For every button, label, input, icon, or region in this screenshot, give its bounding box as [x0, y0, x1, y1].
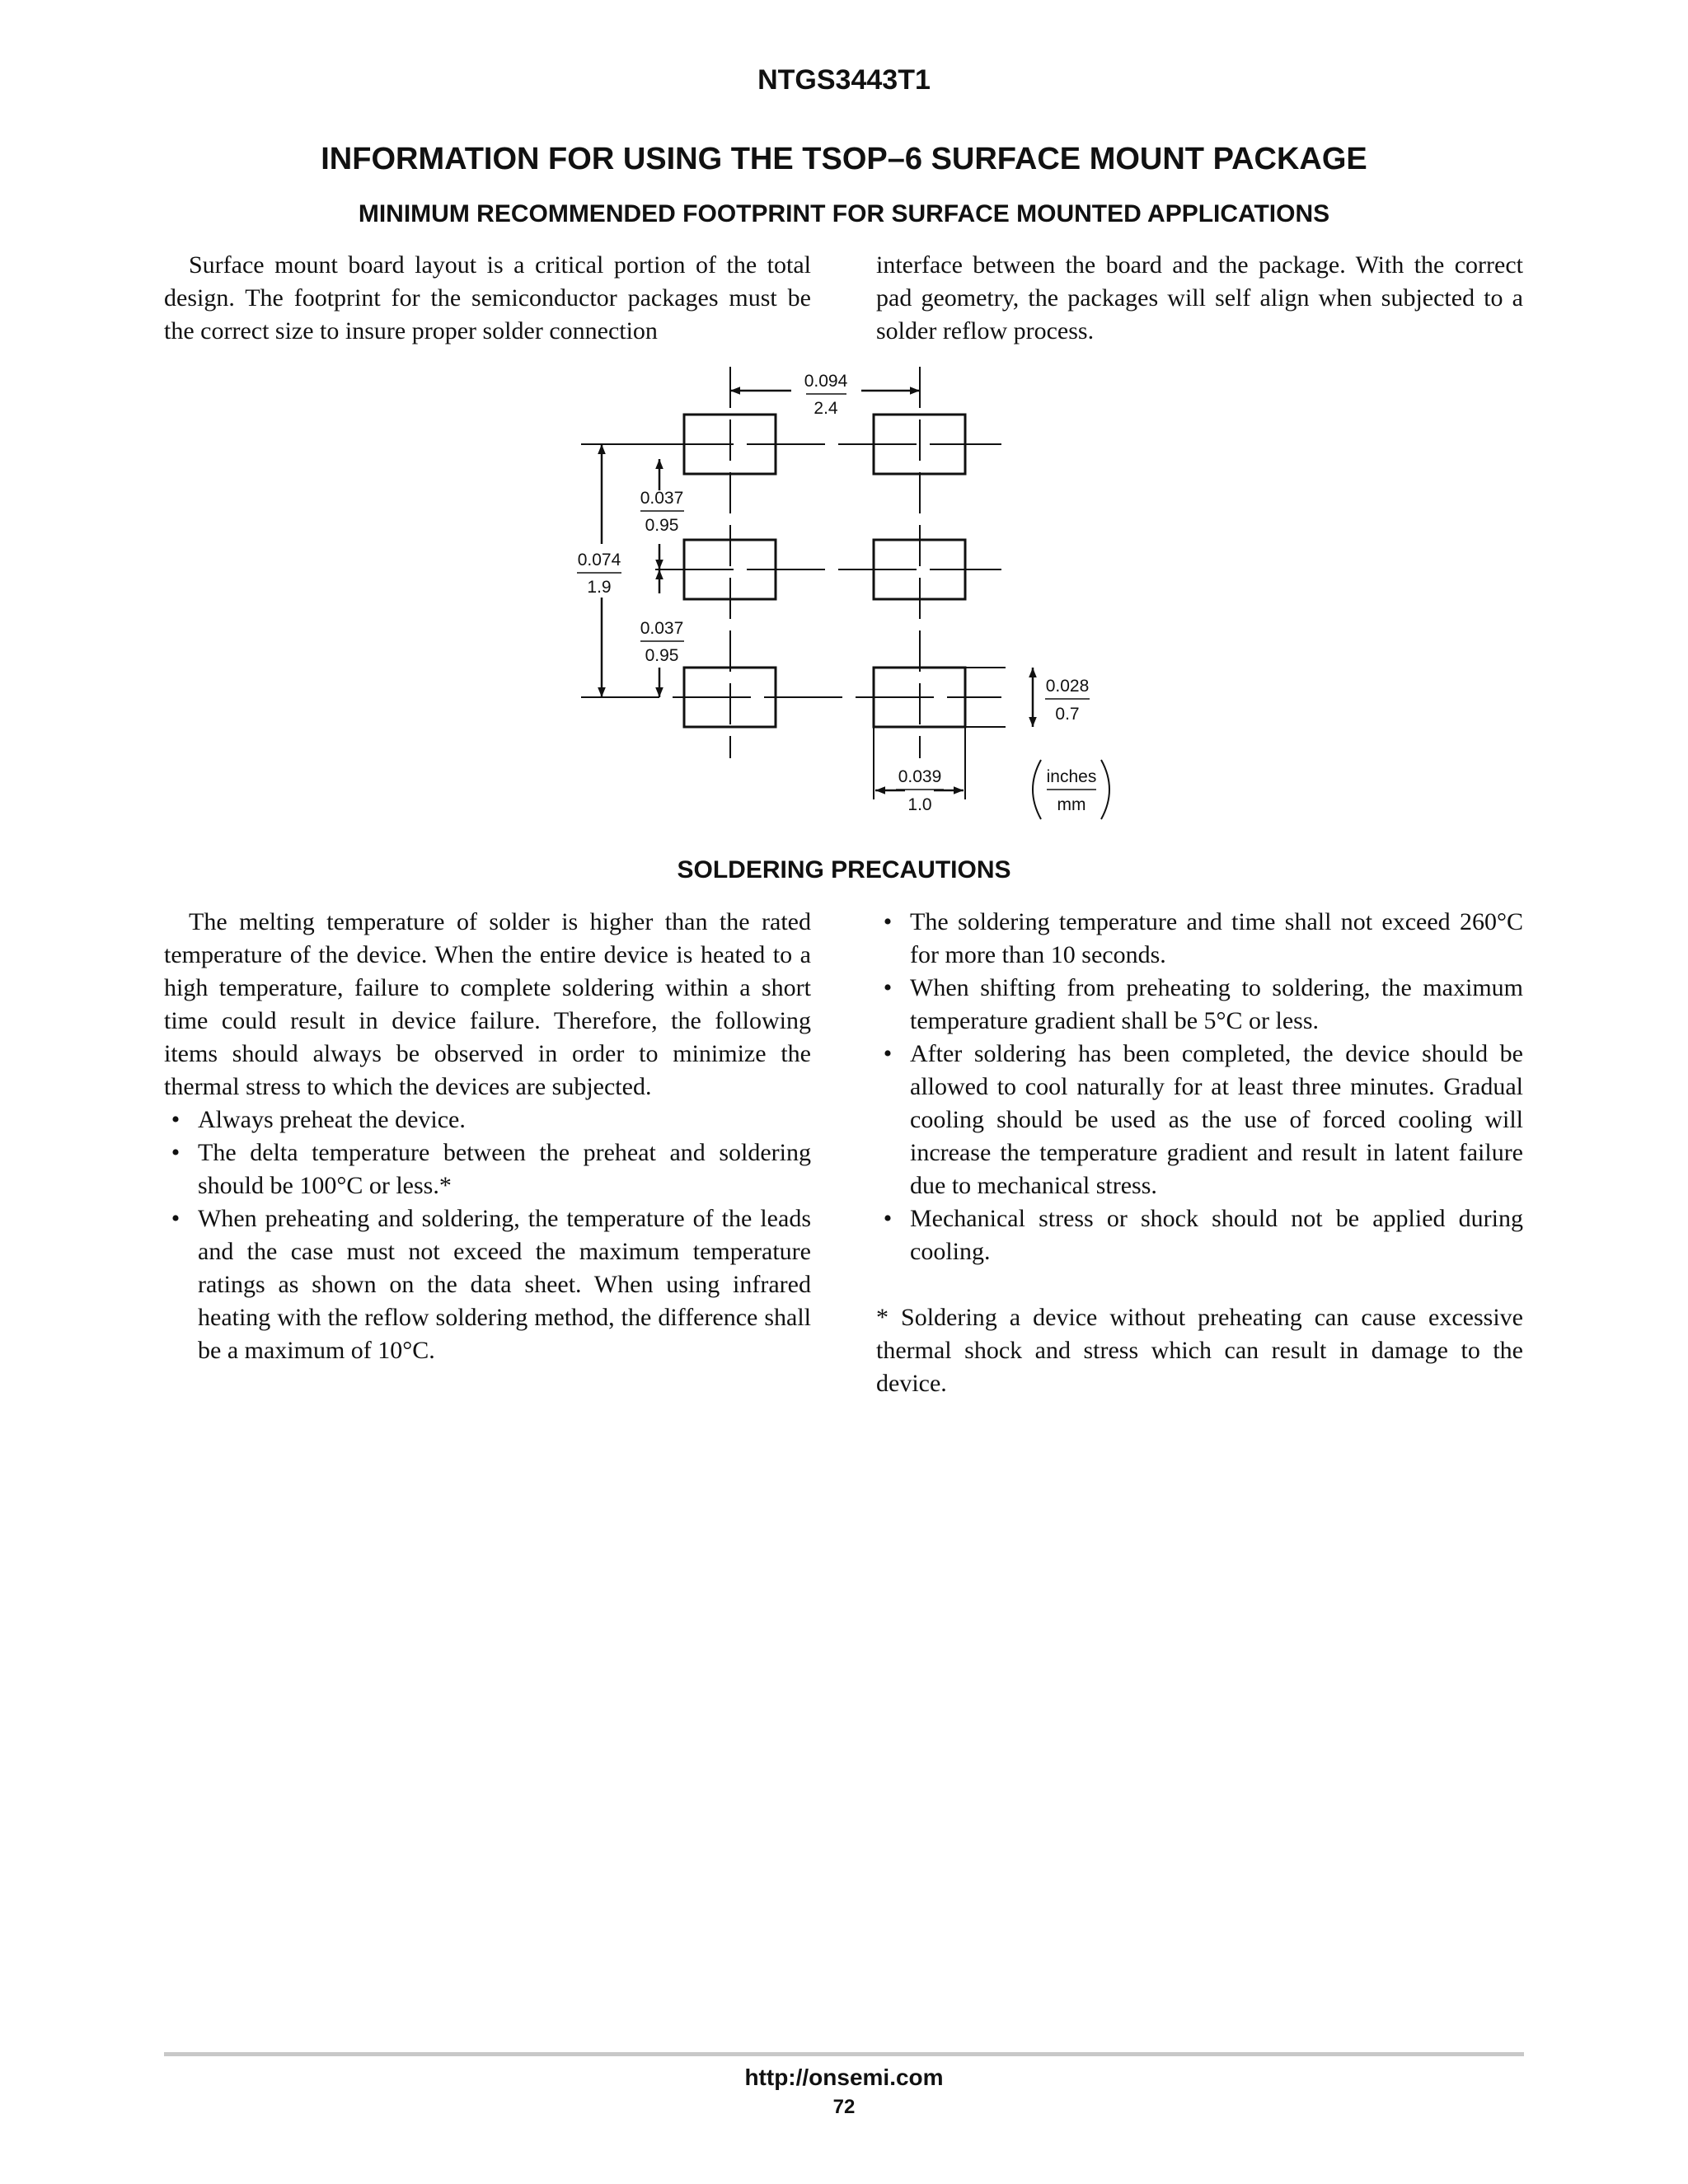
dim-pitch-y-lower-inches: 0.037	[640, 619, 684, 638]
footer-link[interactable]: http://onsemi.com	[744, 2064, 944, 2090]
list-item-text: When preheating and soldering, the temperature of the leads and the case must not exceed the maximum temperature ratings as shown on the data sheet. When using infrared heating with the reflow soldering method, the difference shall be a maximum of 10°C.	[198, 1205, 811, 1364]
units-legend-inches: inches	[1046, 767, 1097, 786]
dim-total-y-inches: 0.074	[577, 551, 621, 569]
bullet-icon: •	[883, 908, 893, 935]
dim-total-y-mm: 1.9	[587, 578, 612, 597]
footer-divider	[164, 2052, 1524, 2056]
footnote: * Soldering a device without preheating can cause excessive thermal shock and stress which can result in damage to the device.	[876, 1304, 1523, 1397]
dim-pitch-x-inches: 0.094	[804, 372, 848, 391]
bullet-icon: •	[171, 1139, 181, 1166]
soldering-left-column	[164, 906, 811, 1367]
soldering-right-column	[876, 906, 1523, 1400]
bullet-icon: •	[171, 1205, 181, 1232]
dim-pitch-y-upper-mm: 0.95	[645, 516, 679, 535]
dim-pitch-y-upper-inches: 0.037	[640, 489, 684, 508]
dim-pad-height-mm: 0.7	[1055, 705, 1080, 724]
page-number: 72	[832, 2096, 856, 2118]
dim-pad-width-mm: 1.0	[907, 795, 932, 814]
list-item-text: Mechanical stress or shock should not be applied during cooling.	[910, 1205, 1523, 1265]
intro-paragraph-left: Surface mount board layout is a critical portion of the total design. The footprint for the semiconductor packages must be the correct size to insure proper solder connection	[164, 251, 811, 344]
list-item-text: The soldering temperature and time shall not exceed 260°C for more than 10 seconds.	[910, 908, 1523, 968]
dim-pitch-y-lower-mm: 0.95	[645, 646, 679, 665]
units-paren-left	[1033, 760, 1041, 819]
list-item-text: When shifting from preheating to soldering, the maximum temperature gradient shall be 5°C or less.	[910, 974, 1523, 1034]
dim-pad-height-inches: 0.028	[1045, 677, 1090, 696]
bullet-icon: •	[883, 1040, 893, 1067]
part-number: NTGS3443T1	[757, 64, 931, 96]
dim-pad-width-inches: 0.039	[898, 767, 942, 786]
list-item-text: Always preheat the device.	[198, 1106, 466, 1133]
bullet-icon: •	[171, 1106, 181, 1133]
dimension-arrows	[602, 391, 1033, 790]
list-item	[876, 972, 1523, 1038]
bullet-icon: •	[883, 974, 893, 1001]
list-item	[164, 1137, 811, 1202]
list-item	[876, 1202, 1523, 1268]
units-legend-mm: mm	[1057, 795, 1086, 814]
list-item	[164, 1202, 811, 1367]
list-item-text: After soldering has been completed, the device should be allowed to cool naturally for at least three minutes. Gradual cooling should be used as the use of forced cooling will increase the temperature gradient and result in latent failure due to mechanical stress.	[910, 1040, 1523, 1199]
soldering-intro-paragraph: The melting temperature of solder is higher than the rated temperature of the device. When the entire device is heated to a high temperature, failure to complete soldering within a short time could result in device failure. Therefore, the following items should always be observed in order to minimize the thermal stress to which the devices are subjected.	[164, 908, 811, 1100]
bullet-list-left	[164, 1104, 811, 1367]
intro-paragraph-right: interface between the board and the package. With the correct pad geometry, the packages will self align when subjected to a solder reflow process.	[876, 251, 1523, 344]
units-paren-right	[1101, 760, 1109, 819]
section-title-soldering: SOLDERING PRECAUTIONS	[677, 856, 1011, 883]
footprint-diagram	[0, 0, 1688, 841]
bullet-icon: •	[883, 1205, 893, 1232]
center-lines	[581, 367, 1006, 799]
bullet-list-right	[876, 906, 1523, 1268]
list-item	[876, 1038, 1523, 1202]
dim-pitch-x-mm: 2.4	[814, 399, 838, 418]
list-item-text: The delta temperature between the preheat and soldering should be 100°C or less.*	[198, 1139, 811, 1199]
list-item	[876, 906, 1523, 972]
list-item	[164, 1104, 811, 1137]
section-subtitle: MINIMUM RECOMMENDED FOOTPRINT FOR SURFACE MOUNTED APPLICATIONS	[358, 200, 1330, 227]
page-title: INFORMATION FOR USING THE TSOP–6 SURFACE MOUNT PACKAGE	[321, 142, 1367, 176]
